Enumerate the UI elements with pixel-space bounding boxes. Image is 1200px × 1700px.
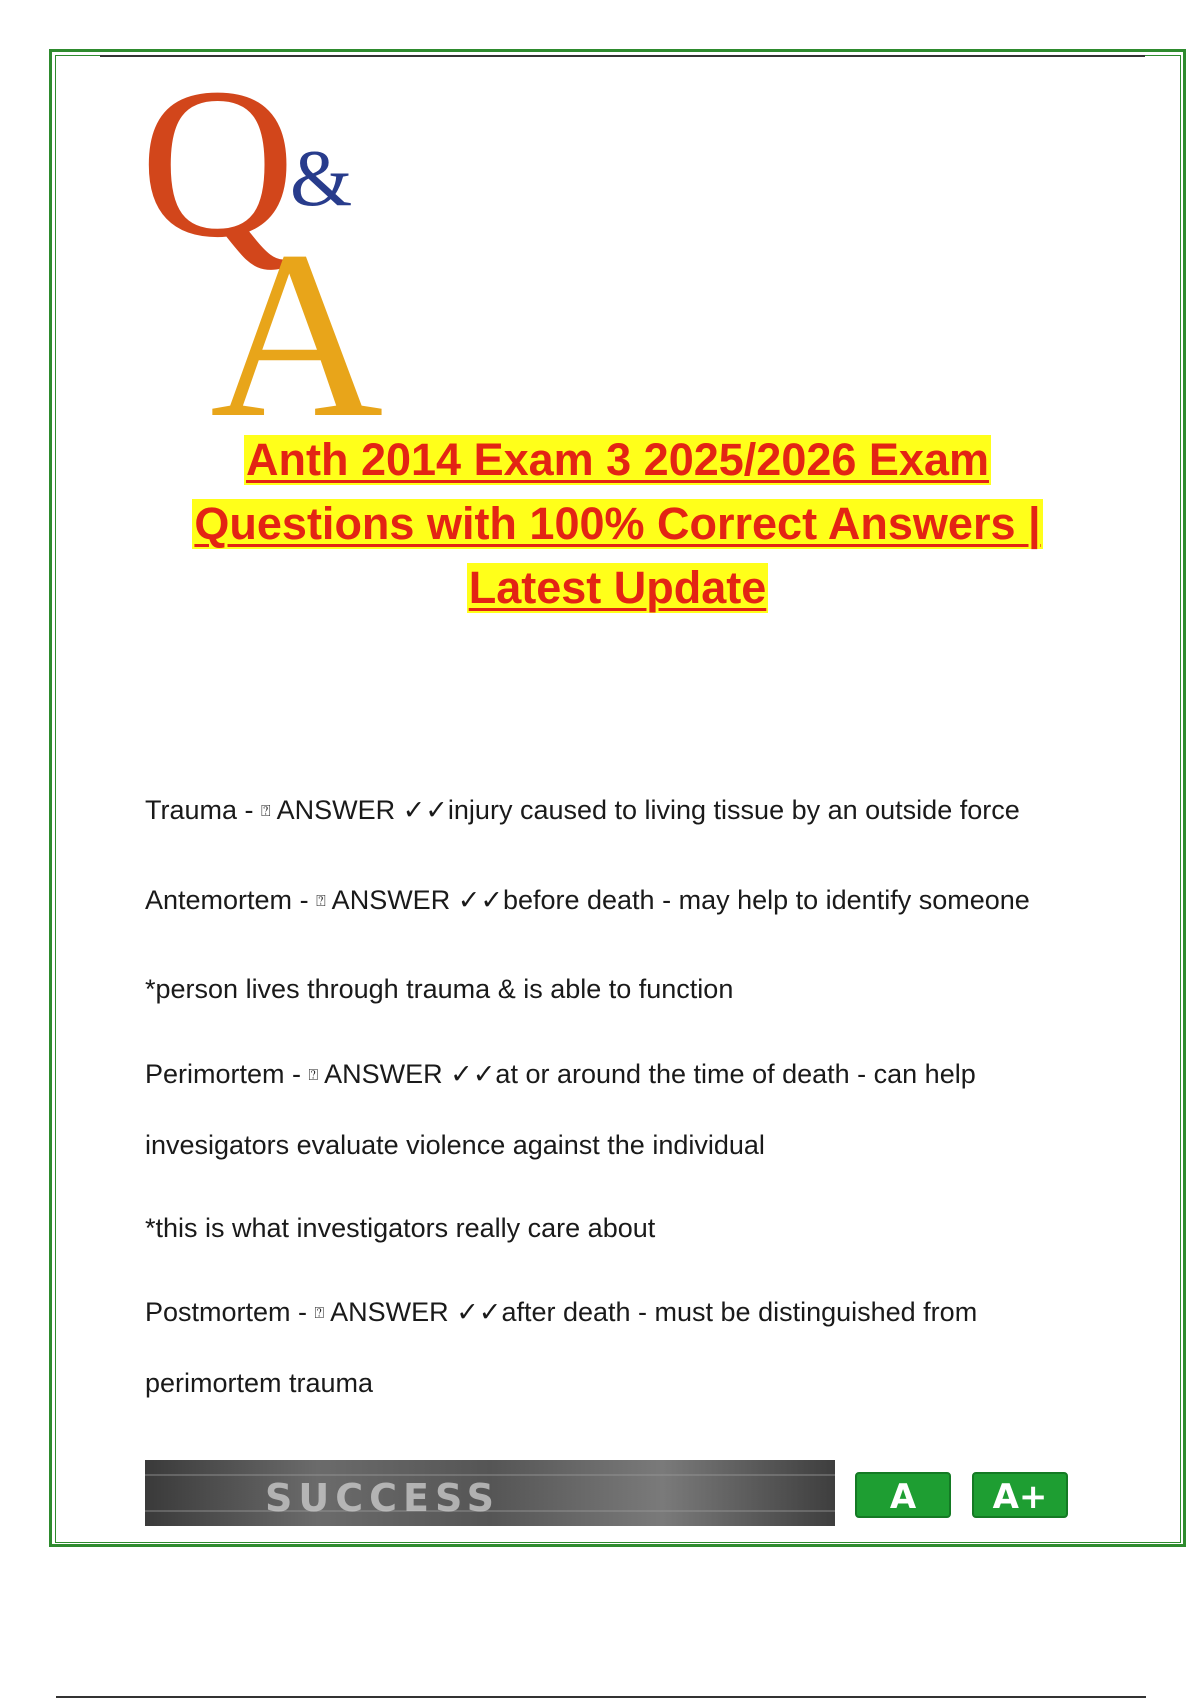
check-icon: ✓✓: [456, 1297, 502, 1327]
banner-text: SUCCESS: [265, 1476, 500, 1520]
grade-a-badge: A: [855, 1472, 951, 1518]
entry-continuation: perimortem trauma: [145, 1368, 374, 1398]
check-icon: ✓✓: [450, 1059, 496, 1089]
check-icon: ✓✓: [457, 885, 503, 915]
answer-marker-icon: ⍰: [308, 1065, 319, 1084]
entry-answer: before death - may help to identify someone: [502, 885, 1030, 915]
qa-logo: [140, 70, 410, 430]
entry-term: Perimortem: [145, 1059, 285, 1089]
entry-answer: at or around the time of death - can help: [495, 1059, 976, 1089]
answer-marker-icon: ⍰: [314, 1303, 325, 1322]
logo-ampersand: &: [290, 135, 353, 223]
success-banner-image: [145, 1460, 835, 1526]
entry-term: Trauma: [145, 795, 238, 825]
entry-antemortem: Antemortem - ⍰ ANSWER ✓✓before death - may help to identify someone: [145, 885, 1030, 915]
footer-rule: [56, 1696, 1146, 1698]
entry-answer: injury caused to living tissue by an outside force: [447, 795, 1020, 825]
entry-continuation: invesigators evaluate violence against the individual: [145, 1130, 765, 1160]
entry-answer: after death - must be distinguished from: [501, 1297, 978, 1327]
entry-term: Antemortem: [145, 885, 293, 915]
document-title: [100, 428, 1135, 620]
header-rule: [100, 55, 1145, 57]
entry-note: *this is what investigators really care about: [145, 1213, 656, 1243]
logo-a: A: [210, 201, 384, 430]
entry-term: Postmortem: [145, 1297, 291, 1327]
title-line-1: Anth 2014 Exam 3 2025/2026 Exam: [246, 434, 989, 485]
check-icon: ✓✓: [402, 795, 448, 825]
answer-marker-icon: ⍰: [316, 891, 326, 910]
title-line-2: Questions with 100% Correct Answers |: [194, 498, 1041, 549]
grade-a-plus-badge: A+: [972, 1472, 1068, 1518]
entry-trauma: Trauma - ⍰ ANSWER ✓✓injury caused to living tissue by an outside force: [145, 795, 1020, 825]
entry-postmortem: Postmortem - ⍰ ANSWER ✓✓after death - must be distinguished from: [145, 1297, 978, 1327]
title-line-3: Latest Update: [468, 562, 767, 613]
entry-note: *person lives through trauma & is able to function: [145, 974, 734, 1004]
answer-marker-icon: ⍰: [261, 801, 271, 820]
logo-q: Q: [140, 70, 296, 282]
entry-perimortem: Perimortem - ⍰ ANSWER ✓✓at or around the time of death - can help: [145, 1059, 976, 1089]
